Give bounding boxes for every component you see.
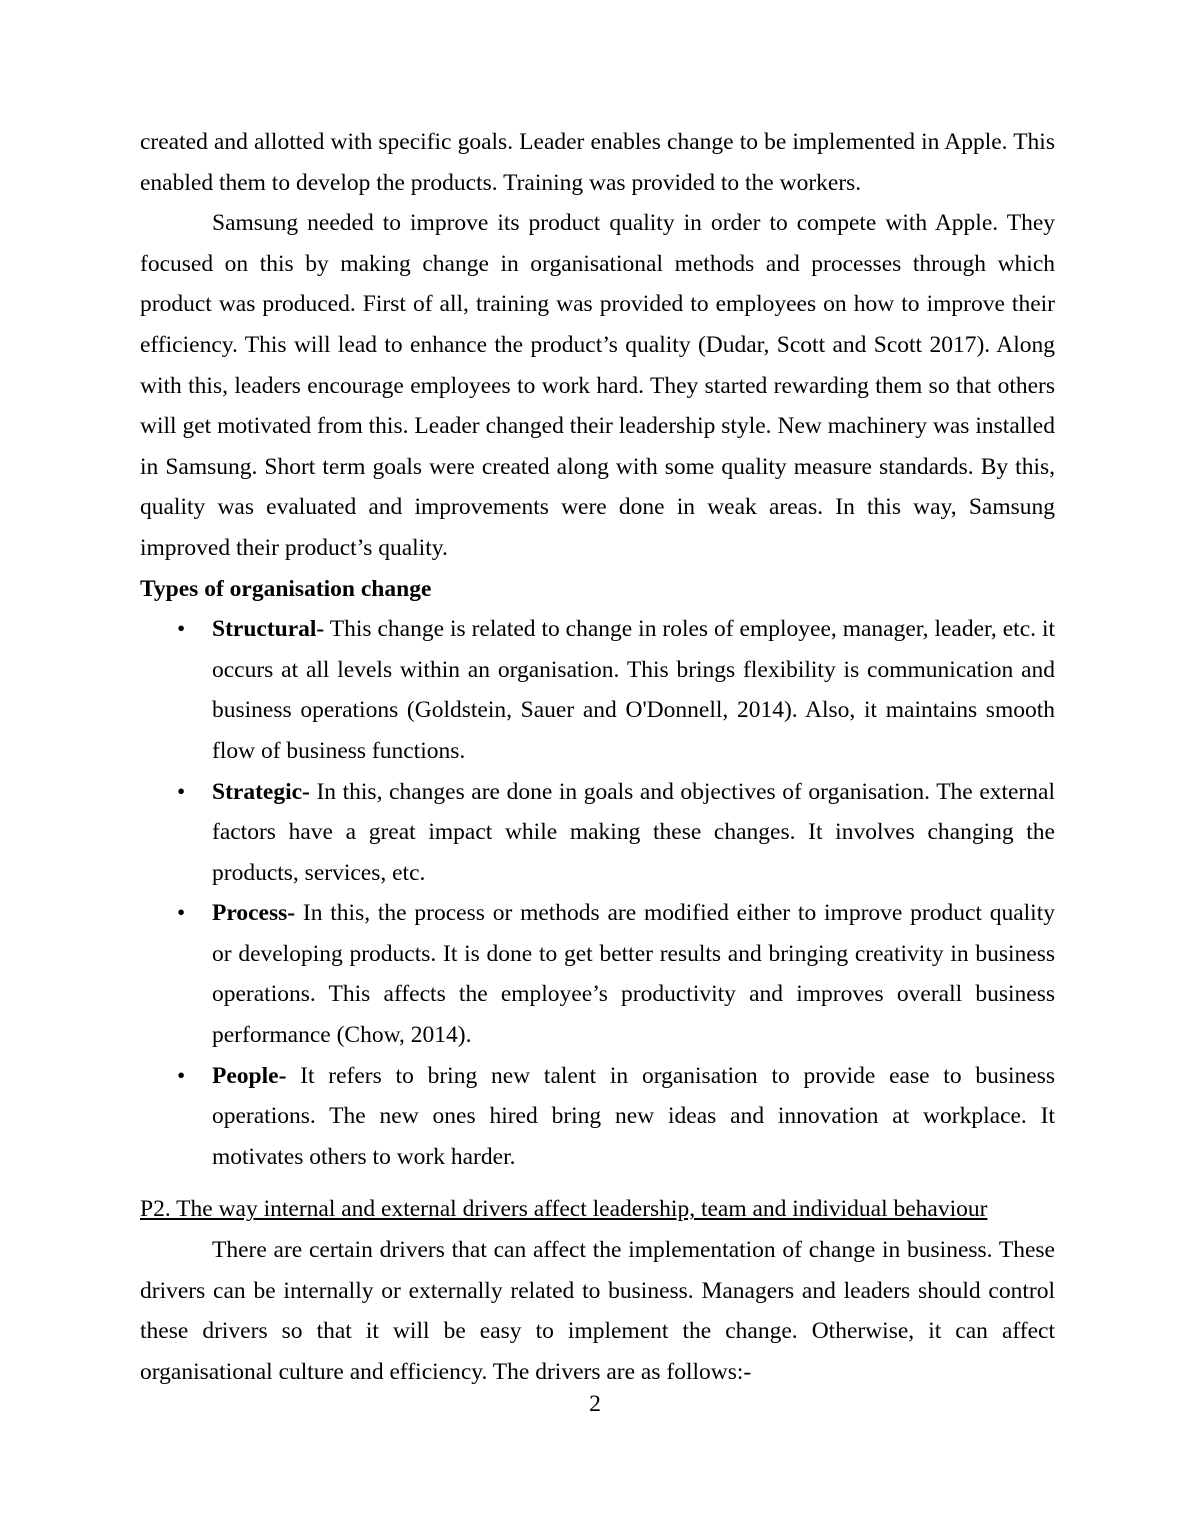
heading-types-of-organisation-change: Types of organisation change	[140, 575, 432, 602]
bullet-term: Structural-	[212, 616, 325, 643]
bullet-item-strategic	[140, 772, 1055, 894]
bullet-icon: •	[177, 616, 186, 643]
bullet-icon: •	[177, 1062, 186, 1089]
bullet-term: People-	[212, 1062, 287, 1089]
bullet-icon: •	[177, 778, 186, 805]
bullet-text: It refers to bring new talent in organisation to provide ease to business operations. The new ones hired bring new ideas and innovation at workplace. It motivates others to work harder.	[212, 1062, 1055, 1170]
bullet-item-people	[140, 1056, 1055, 1178]
paragraph-drivers: There are certain drivers that can affect the implementation of change in business. These drivers can be internally or externally related to business. Managers and leaders should control these drivers so that it will be easy to implement the change. Otherwise, it can affect organisational culture and efficiency. The drivers are as follows:-	[140, 1237, 1055, 1385]
bullet-term: Process-	[212, 900, 296, 927]
page-footer	[0, 1384, 1190, 1425]
bullet-text: This change is related to change in roles of employee, manager, leader, etc. it occurs at all levels within an organisation. This brings flexibility is communication and business operations (Goldstein, Sauer and O'Donnell, 2014). Also, it maintains smooth flow of business functions.	[212, 616, 1055, 764]
page-number: 2	[589, 1391, 601, 1417]
organisation-change-bullet-list	[140, 609, 1055, 1177]
bullet-icon: •	[177, 900, 186, 927]
heading-p2-drivers: P2. The way internal and external drivers affect leadership, team and individual behaviour	[140, 1196, 988, 1223]
paragraph-samsung: Samsung needed to improve its product quality in order to compete with Apple. They focused on this by making change in organisational methods and processes through which product was produced. First of all, training was provided to employees on how to improve their efficiency. This will lead to enhance the product’s quality (Dudar, Scott and Scott 2017). Along with this, leaders encourage employees to work hard. They started rewarding them so that others will get motivated from this. Leader changed their leadership style. New machinery was installed in Samsung. Short term goals were created along with some quality measure standards. By this, quality was evaluated and improvements were done in weak areas. In this way, Samsung improved their product’s quality.	[140, 210, 1055, 561]
bullet-text: In this, changes are done in goals and objectives of organisation. The external factors have a great impact while making these changes. It involves changing the products, services, etc.	[212, 778, 1055, 886]
bullet-item-process	[140, 893, 1055, 1055]
bullet-item-structural	[140, 609, 1055, 771]
bullet-term: Strategic-	[212, 778, 310, 805]
bullet-text: In this, the process or methods are modified either to improve product quality or developing products. It is done to get better results and bringing creativity in business operations. This affects the employee’s productivity and improves overall business performance (Chow, 2014).	[212, 900, 1055, 1049]
paragraph-continuation: created and allotted with specific goals. Leader enables change to be implemented in Apple. This enabled them to develop the products. Training was provided to the workers.	[140, 129, 1055, 196]
document-body	[140, 122, 1055, 1392]
